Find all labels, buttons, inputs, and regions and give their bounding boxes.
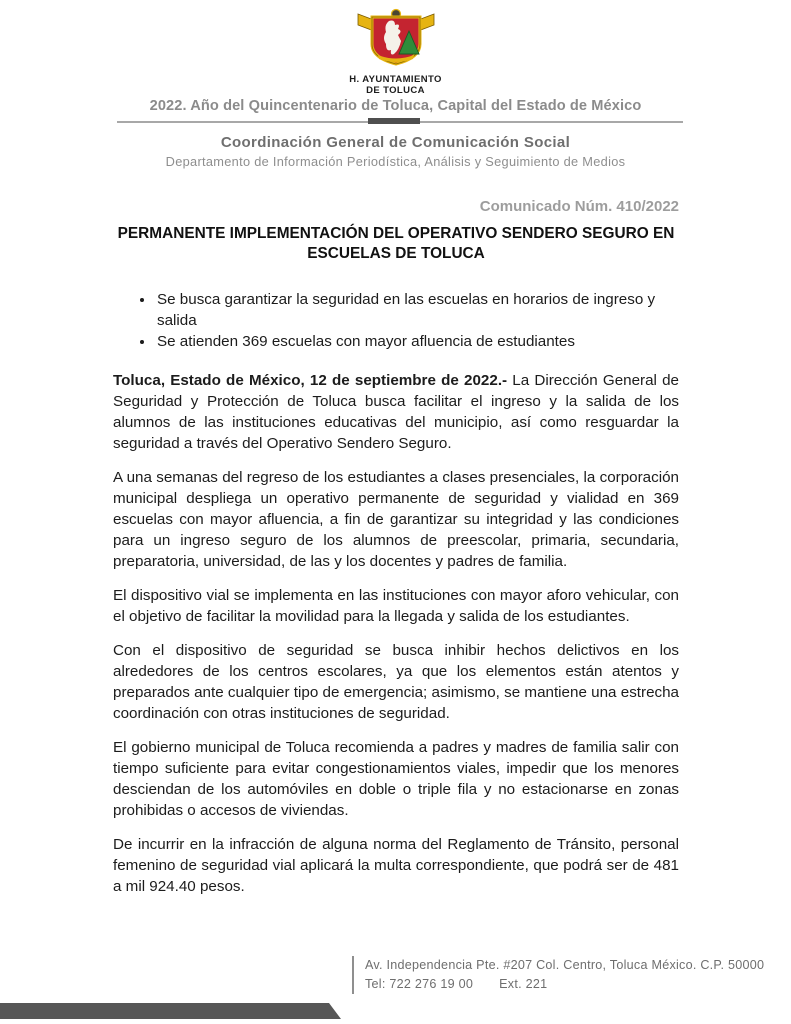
paragraph: El gobierno municipal de Toluca recomienda a padres y madres de familia salir con tiempo suficiente para evitar congestionamientos viales, impedir que los menores desciendan de los automóviles en doble o triple fila y no estacionarse en zonas prohibidas o accesos de viviendas. (113, 738, 679, 819)
footer-accent-bar (0, 1003, 341, 1019)
document-body (113, 196, 679, 910)
paragraph: A una semanas del regreso de los estudiantes a clases presenciales, la corporación municipal despliega un operativo permanente de seguridad y vialidad en 369 escuelas con mayor afluencia, a fin de garantizar su integridad y las condiciones para un ingreso seguro de los alumnos de preescolar, primaria, secundaria, preparatoria, universidad, de las y los docentes y padres de familia. (113, 468, 679, 570)
subdepartment-title: Departamento de Información Periodística, Análisis y Seguimiento de Medios (165, 154, 626, 169)
paragraph: De incurrir en la infracción de alguna norma del Reglamento de Tránsito, personal femenino de seguridad vial aplicará la multa correspondiente, que podrá ser de 481 a mil 924.40 pesos. (113, 835, 679, 895)
dateline-text: La Dirección General de Seguridad y Protección de Toluca busca facilitar el ingreso y la salida de los alumnos de las instituciones educativas del municipio, así como resguardar la seguridad a través del Operativo Sendero Seguro. (113, 371, 680, 452)
highlight-item: • Se atienden 369 escuelas con mayor afluencia de estudiantes (155, 331, 679, 352)
paragraph: Con el dispositivo de seguridad se busca inhibir hechos delictivos en los alrededores de los centros escolares, ya que los elementos están atentos y preparados ante cualquier tipo de emergencia; asimismo, se mantiene una estrecha coordinación con otras instituciones de seguridad. (113, 641, 679, 722)
document-title: PERMANENTE IMPLEMENTACIÓN DEL OPERATIVO SENDERO SEGURO EN ESCUELAS DE TOLUCA (117, 225, 675, 263)
toluca-coat-of-arms-icon (348, 55, 444, 72)
city-logo (0, 8, 791, 96)
highlight-item: • Se busca garantizar la seguridad en las escuelas en horarios de ingreso y salida (155, 289, 679, 331)
logo-org-name (0, 74, 791, 96)
footer-contact-block (352, 956, 764, 994)
paragraph-dateline (113, 370, 679, 454)
year-banner: 2022. Año del Quincentenario de Toluca, Capital del Estado de México (149, 98, 642, 114)
dateline-bold: Toluca, Estado de México, 12 de septiembre de 2022.- (113, 371, 508, 389)
footer-phone: Tel: 722 276 19 00 (365, 976, 474, 991)
logo-org-line2: DE TOLUCA (366, 85, 425, 97)
highlights-list (113, 289, 679, 352)
logo-org-line1: H. AYUNTAMIENTO (349, 74, 442, 85)
footer-address-line: Av. Independencia Pte. #207 Col. Centro, Toluca México. C.P. 50000 (365, 958, 765, 972)
paragraph: El dispositivo vial se implementa en las instituciones con mayor aforo vehicular, con el objetivo de facilitar la movilidad para la llegada y salida de los estudiantes. (113, 586, 679, 625)
footer-extension: Ext. 221 (499, 976, 548, 991)
footer-phone-line (365, 975, 764, 994)
comunicado-number: Comunicado Núm. 410/2022 (479, 198, 679, 215)
header-divider-accent (368, 118, 420, 124)
department-title: Coordinación General de Comunicación Social (220, 134, 571, 151)
